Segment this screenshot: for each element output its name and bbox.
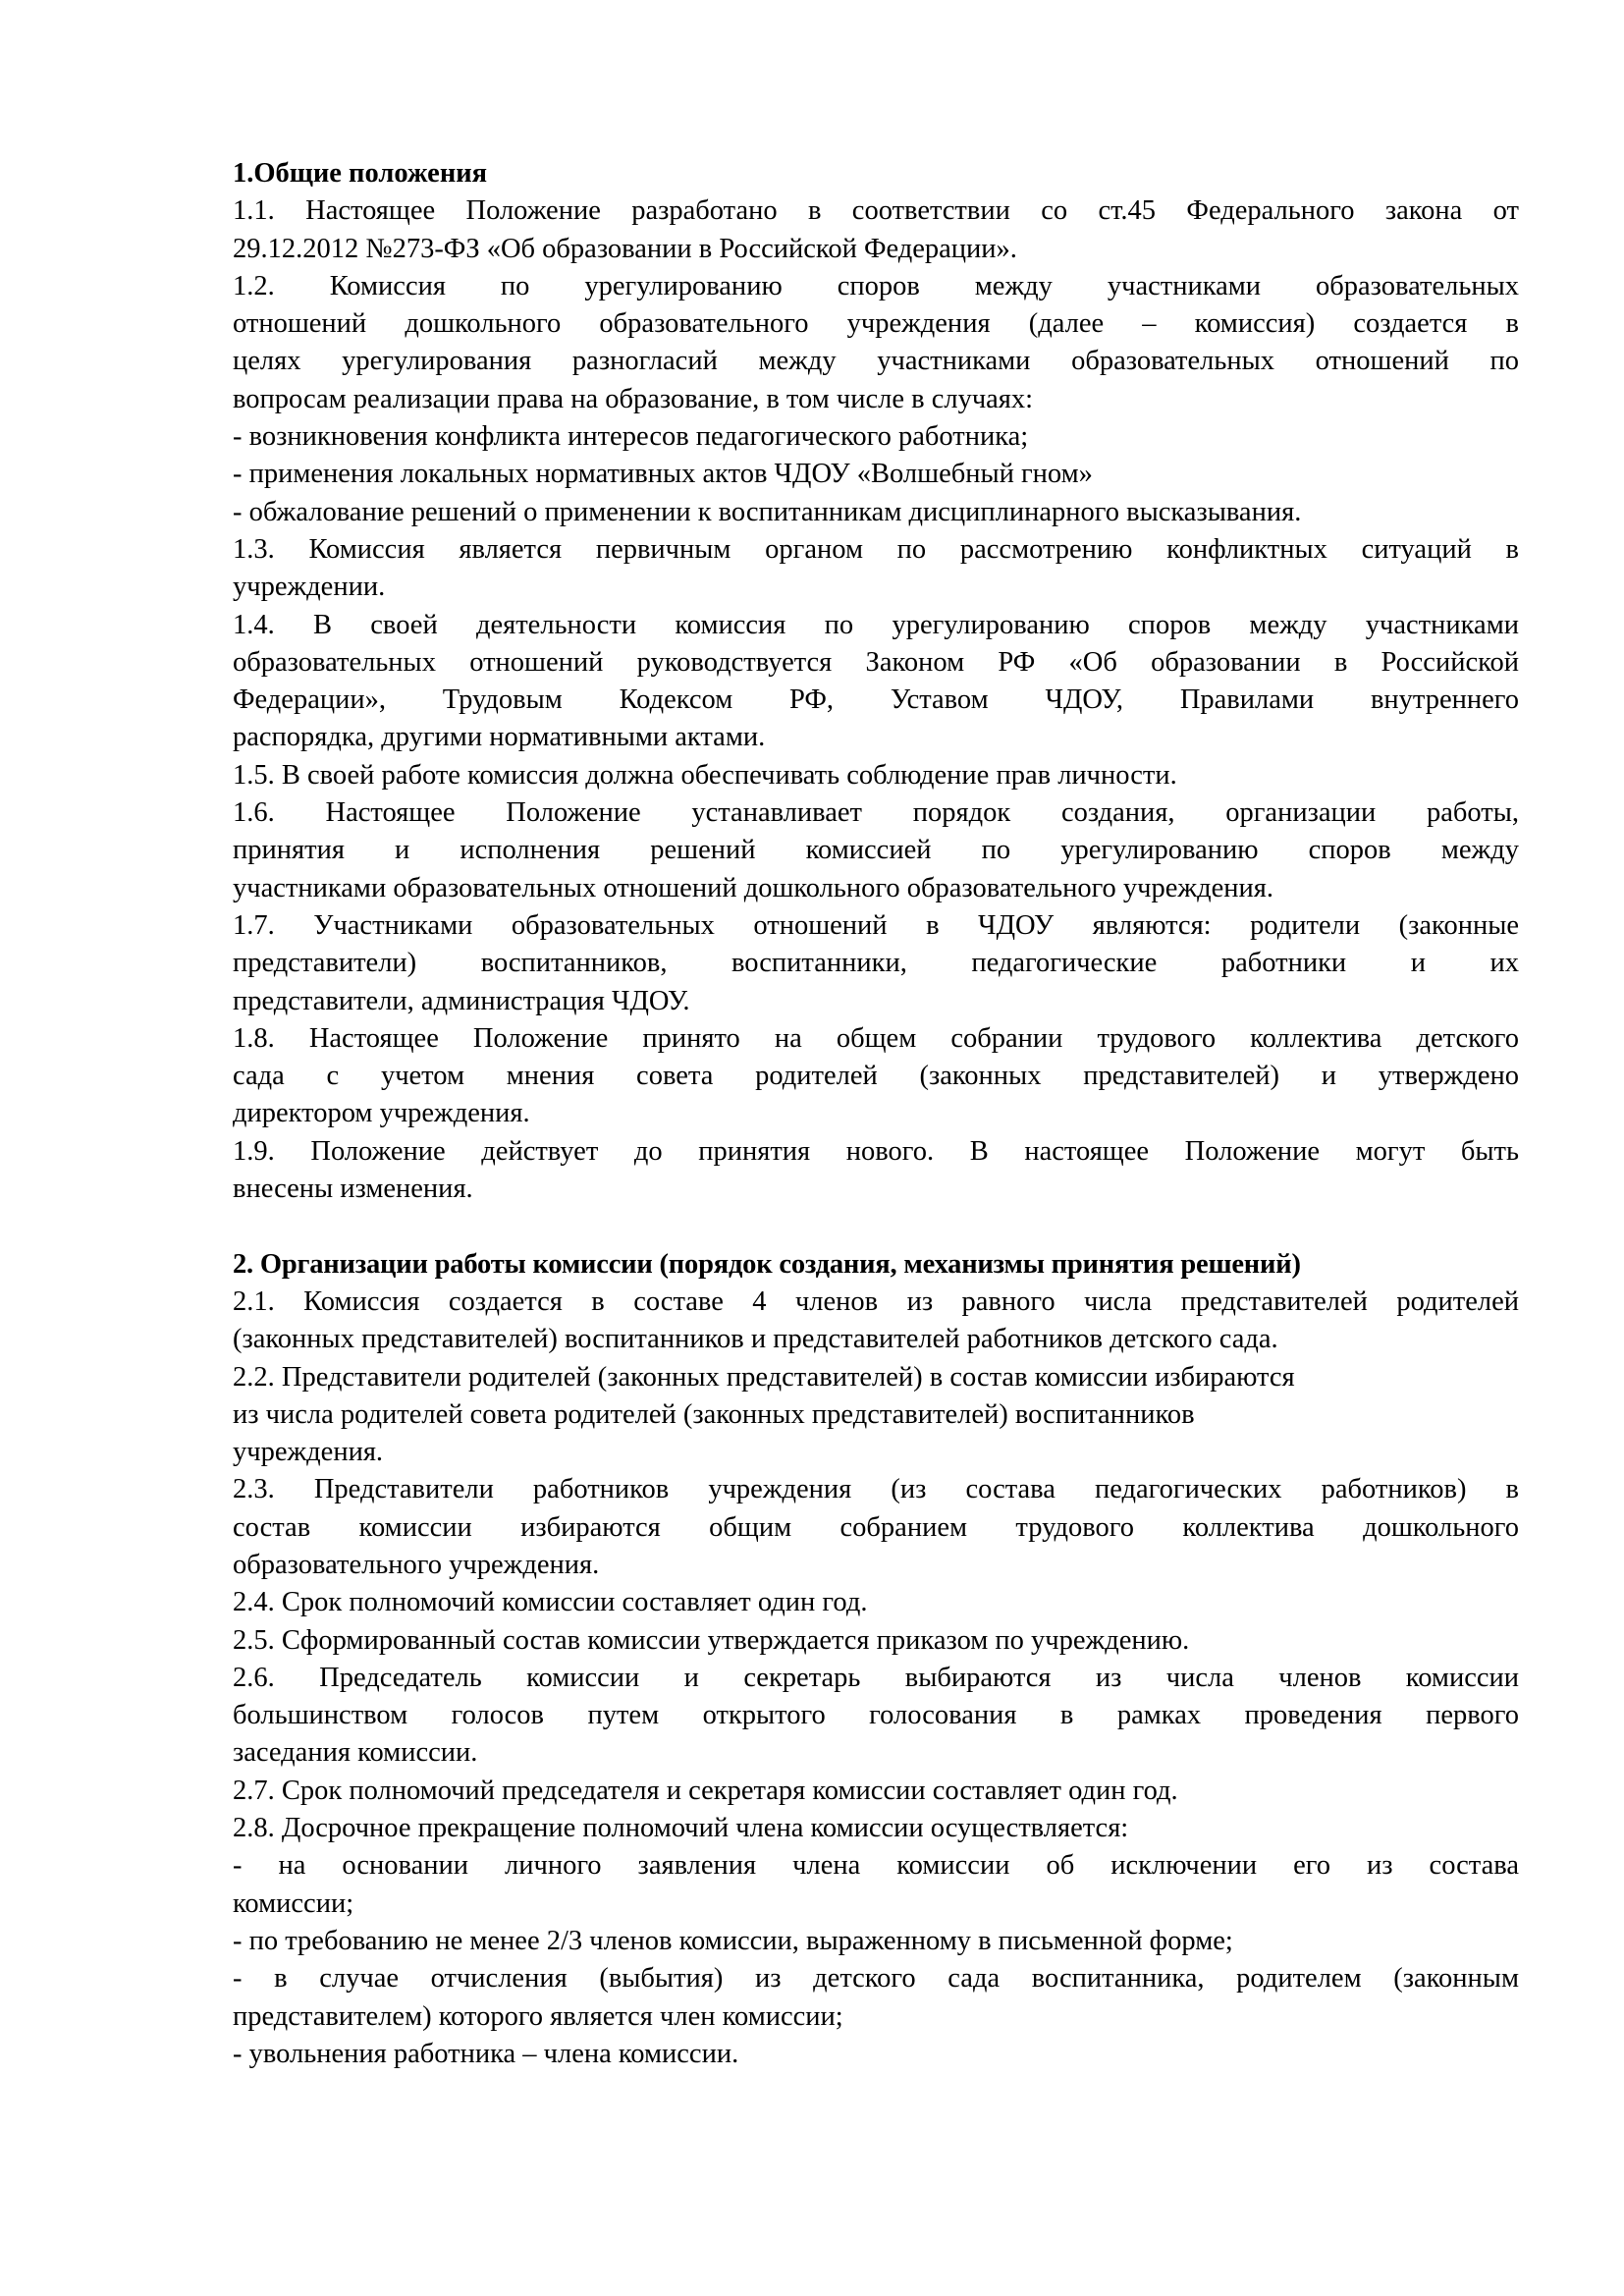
text-line: 2.1. Комиссия создается в составе 4 членов из равного числа представителей родителей (233, 1285, 1519, 1317)
text-line: - на основании личного заявления члена комиссии об исключении его из состава (233, 1850, 1519, 1882)
text-line: целях урегулирования разногласий между участниками образовательных отношений по (233, 346, 1519, 377)
section-2-body (233, 1284, 1519, 2073)
text-line: принятия и исполнения решений комиссией по урегулированию споров между (233, 835, 1519, 866)
section-2-heading: 2. Организации работы комиссии (порядок создания, механизмы принятия решений) (233, 1248, 1301, 1280)
text-line: участниками образовательных отношений дошкольного образовательного учреждения. (233, 872, 1273, 903)
text-line: большинством голосов путем открытого голосования в рамках проведения первого (233, 1700, 1519, 1731)
text-line: - применения локальных нормативных актов ЧДОУ «Волшебный гном» (233, 459, 1093, 490)
text-line: - обжалование решений о применении к воспитанникам дисциплинарного высказывания. (233, 496, 1302, 527)
text-line: сада с учетом мнения совета родителей (законных представителей) и утверждено (233, 1061, 1519, 1092)
text-line: состав комиссии избираются общим собранием трудового коллектива дошкольного (233, 1511, 1519, 1543)
text-line: - увольнения работника – члена комиссии. (233, 2038, 739, 2069)
text-line: 2.7. Срок полномочий председателя и секретаря комиссии составляет один год. (233, 1775, 1178, 1806)
text-line: 1.7. Участниками образовательных отношений в ЧДОУ являются: родители (законные (233, 909, 1519, 941)
text-line: 29.12.2012 №273-ФЗ «Об образовании в Российской Федерации». (233, 233, 1017, 264)
text-line: 2.5. Сформированный состав комиссии утверждается приказом по учреждению. (233, 1624, 1190, 1656)
text-line: учреждении. (233, 572, 386, 603)
text-line: представители, администрация ЧДОУ. (233, 985, 690, 1016)
text-line: образовательного учреждения. (233, 1549, 600, 1580)
text-line: представители) воспитанников, воспитанники, педагогические работники и их (233, 948, 1519, 979)
text-line: внесены изменения. (233, 1174, 473, 1205)
text-line: - по требованию не менее 2/3 членов комиссии, выраженному в письменной форме; (233, 1925, 1233, 1956)
text-line: из числа родителей совета родителей (законных представителей) воспитанников (233, 1398, 1195, 1430)
text-line: директором учреждения. (233, 1098, 530, 1129)
section-gap (233, 1208, 1519, 1245)
text-line: - возникновения конфликта интересов педагогического работника; (233, 421, 1029, 453)
text-line: представителем) которого является член комиссии; (233, 2000, 843, 2032)
section-1-body (233, 192, 1519, 1208)
text-line: распорядка, другими нормативными актами. (233, 722, 766, 753)
text-line: комиссии; (233, 1887, 354, 1919)
text-line: 2.2. Представители родителей (законных представителей) в состав комиссии избираются (233, 1361, 1295, 1393)
text-line: - в случае отчисления (выбытия) из детского сада воспитанника, родителем (законным (233, 1963, 1519, 1995)
text-line: 1.5. В своей работе комиссия должна обеспечивать соблюдение прав личности. (233, 759, 1177, 791)
text-line: учреждения. (233, 1437, 384, 1468)
section-1-heading: 1.Общие положения (233, 158, 488, 189)
text-line: 1.4. В своей деятельности комиссия по урегулированию споров между участниками (233, 609, 1519, 640)
text-line: образовательных отношений руководствуется Законом РФ «Об образовании в Российской (233, 646, 1519, 678)
text-line: 2.6. Председатель комиссии и секретарь выбираются из числа членов комиссии (233, 1662, 1519, 1693)
text-line: 1.3. Комиссия является первичным органом по рассмотрению конфликтных ситуаций в (233, 533, 1519, 565)
text-line: 1.8. Настоящее Положение принято на общем собрании трудового коллектива детского (233, 1022, 1519, 1054)
text-line: 2.3. Представители работников учреждения (из состава педагогических работников) в (233, 1474, 1519, 1505)
text-line: (законных представителей) воспитанников и представителей работников детского сада. (233, 1324, 1278, 1355)
text-line: 2.8. Досрочное прекращение полномочий члена комиссии осуществляется: (233, 1813, 1129, 1844)
text-line: Федерации», Трудовым Кодексом РФ, Уставом ЧДОУ, Правилами внутреннего (233, 684, 1519, 716)
text-line: 2.4. Срок полномочий комиссии составляет один год. (233, 1587, 868, 1618)
text-line: вопросам реализации права на образование, в том числе в случаях: (233, 383, 1034, 414)
text-line: 1.6. Настоящее Положение устанавливает порядок создания, организации работы, (233, 797, 1519, 829)
document-page (233, 155, 1519, 2073)
text-line: заседания комиссии. (233, 1737, 478, 1769)
text-line: 1.9. Положение действует до принятия нового. В настоящее Положение могут быть (233, 1135, 1519, 1167)
text-line: отношений дошкольного образовательного учреждения (далее – комиссия) создается в (233, 308, 1519, 340)
text-line: 1.2. Комиссия по урегулированию споров между участниками образовательных (233, 270, 1519, 301)
text-line: 1.1. Настоящее Положение разработано в соответствии со ст.45 Федерального закона от (233, 195, 1519, 227)
